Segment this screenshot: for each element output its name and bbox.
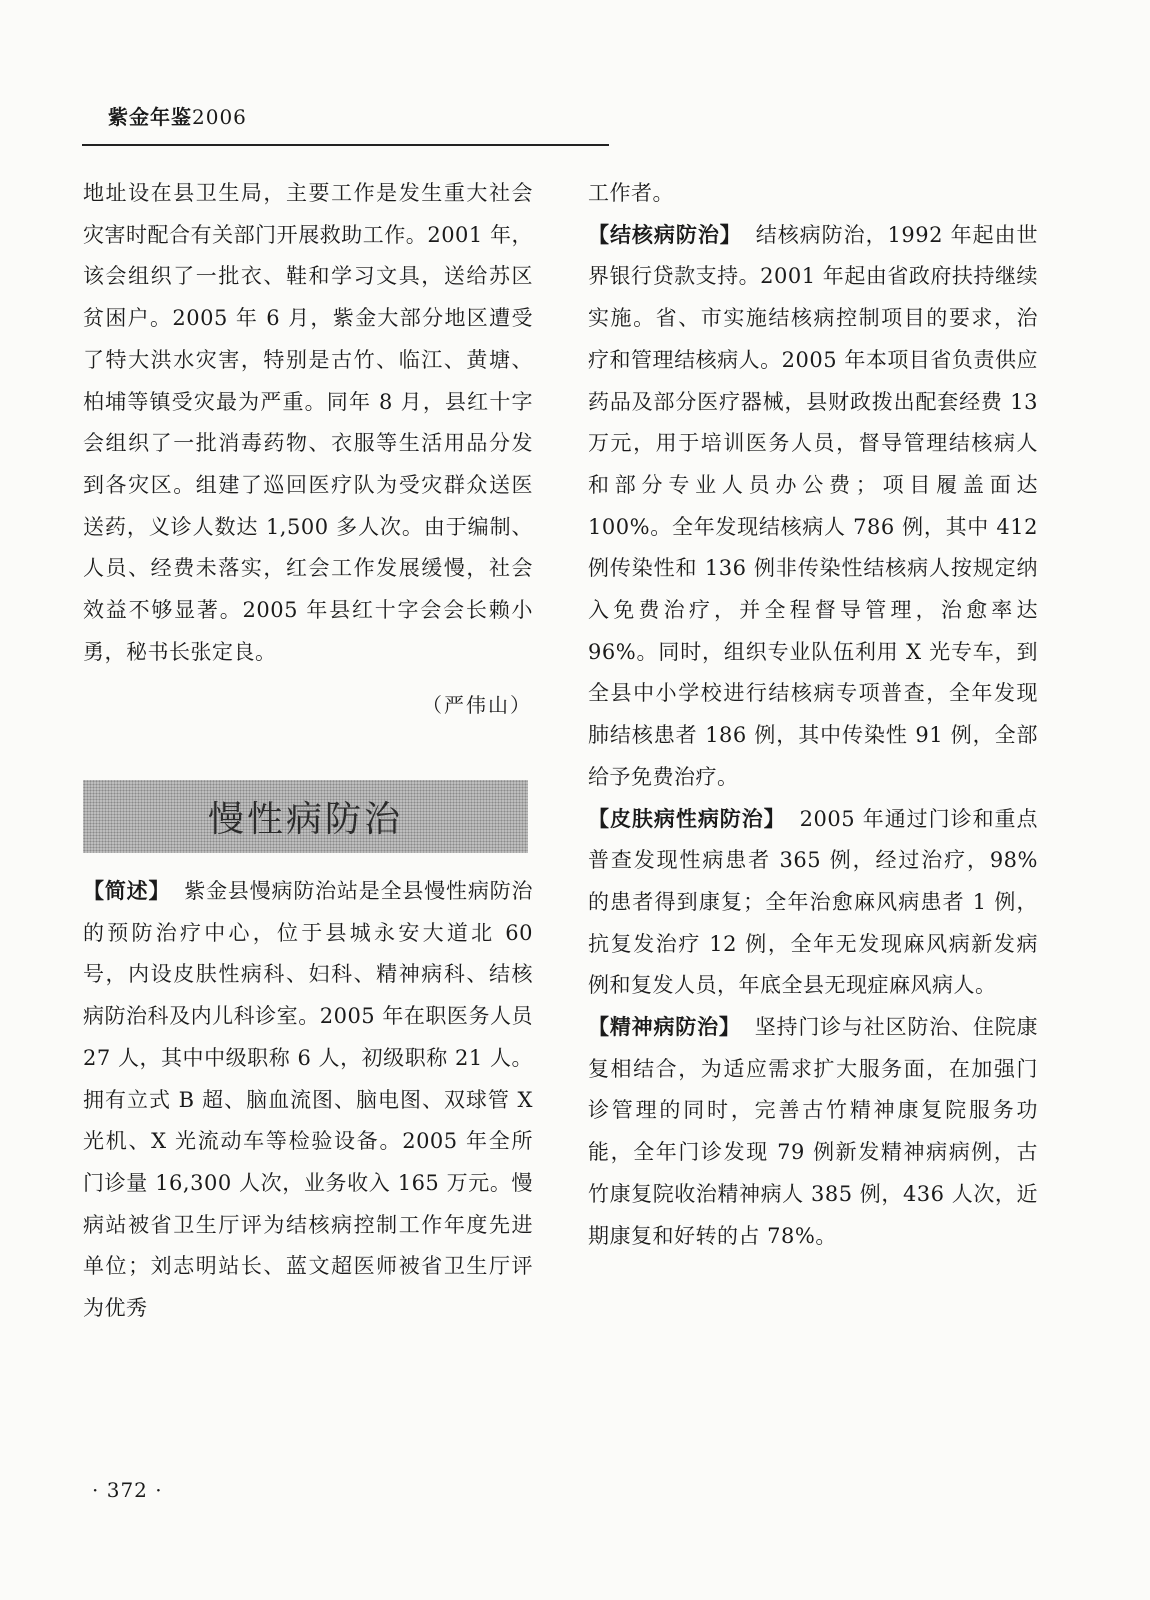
running-header: [108, 102, 247, 132]
overview-label: 【简述】: [83, 879, 171, 903]
page-number: · 372 ·: [92, 1478, 163, 1502]
section-banner: [83, 780, 528, 853]
header-rule: [82, 144, 609, 146]
red-cross-paragraph: 地址设在县卫生局，主要工作是发生重大社会灾害时配合有关部门开展救助工作。2001 年，该会组织了一批衣、鞋和学习文具，送给苏区贫困户。2005 年 6 月，紫金大部分地区遭受了特大洪水灾害，特别是古竹、临江、黄塘、柏埔等镇受灾最为严重。同年 8 月，县红十字会组织了一批消毒药物、衣服等生活用品分发到各灾区。组建了巡回医疗队为受灾群众送医送药，义诊人数达 1,500 多人次。由于编制、人员、经费未落实，红会工作发展缓慢，社会效益不够显著。2005 年县红十字会会长赖小勇，秘书长张定良。: [83, 181, 533, 664]
tb-text: 结核病防治，1992 年起由世界银行贷款支持。2001 年起由省政府扶持继续实施。省、市实施结核病控制项目的要求，治疗和管理结核病人。2005 年本项目省负责供应药品及部分医疗器械，县财政拨出配套经费 13 万元，用于培训医务人员，督导管理结核病人和部分专业人员办公费；项目履盖面达 100%。全年发现结核病人 786 例，其中 412 例传染性和 136 例非传染性结核病人按规定纳入免费治疗，并全程督导管理，治愈率达 96%。同时，组织专业队伍利用 X 光专车，到全县中小学校进行结核病专项普查，全年发现肺结核患者 186 例，其中传染性 91 例，全部给予免费治疗。: [588, 222, 1039, 789]
yearbook-title: 紫金年鉴: [108, 105, 192, 129]
tb-paragraph: [588, 215, 1038, 799]
mental-paragraph: [588, 1007, 1038, 1257]
author-credit: （严伟山）: [422, 693, 532, 717]
mental-text: 坚持门诊与社区防治、住院康复相结合，为适应需求扩大服务面，在加强门诊管理的同时，完善古竹精神康复院服务功能，全年门诊发现 79 例新发精神病病例，古竹康复院收治精神病人 385 例，436 人次，近期康复和好转的占 78%。: [588, 1015, 1039, 1248]
continuation-paragraph: 工作者。: [588, 181, 674, 205]
left-column-top: [83, 173, 533, 673]
skin-label: 【皮肤病性病防治】: [588, 806, 786, 831]
yearbook-year: 2006: [192, 105, 247, 129]
section-title: 慢性病防治: [207, 799, 403, 840]
overview-text: 紫金县慢病防治站是全县慢性病防治的预防治疗中心，位于县城永安大道北 60 号，内设皮肤性病科、妇科、精神病科、结核病防治科及内儿科诊室。2005 年在职医务人员 27 人，其中中级职称 6 人，初级职称 21 人。拥有立式 B 超、脑血流图、脑电图、双球管 X 光机、X 光流动车等检验设备。2005 年全所门诊量 16,300 人次，业务收入 165 万元。慢病站被省卫生厅评为结核病控制工作年度先进单位；刘志明站长、蓝文超医师被省卫生厅评为优秀: [83, 879, 534, 1321]
left-column-bottom: [83, 871, 533, 1330]
skin-paragraph: [588, 799, 1038, 1008]
mental-label: 【精神病防治】: [588, 1015, 741, 1040]
skin-text: 2005 年通过门诊和重点普查发现性病患者 365 例，经过治疗，98% 的患者得到康复；全年治愈麻风病患者 1 例，抗复发治疗 12 例，全年无发现麻风病新发病例和复发人员，年底全县无现症麻风病人。: [588, 806, 1038, 998]
tb-label: 【结核病防治】: [588, 222, 742, 247]
overview-paragraph: [83, 871, 533, 1330]
right-column: [588, 173, 1038, 1257]
